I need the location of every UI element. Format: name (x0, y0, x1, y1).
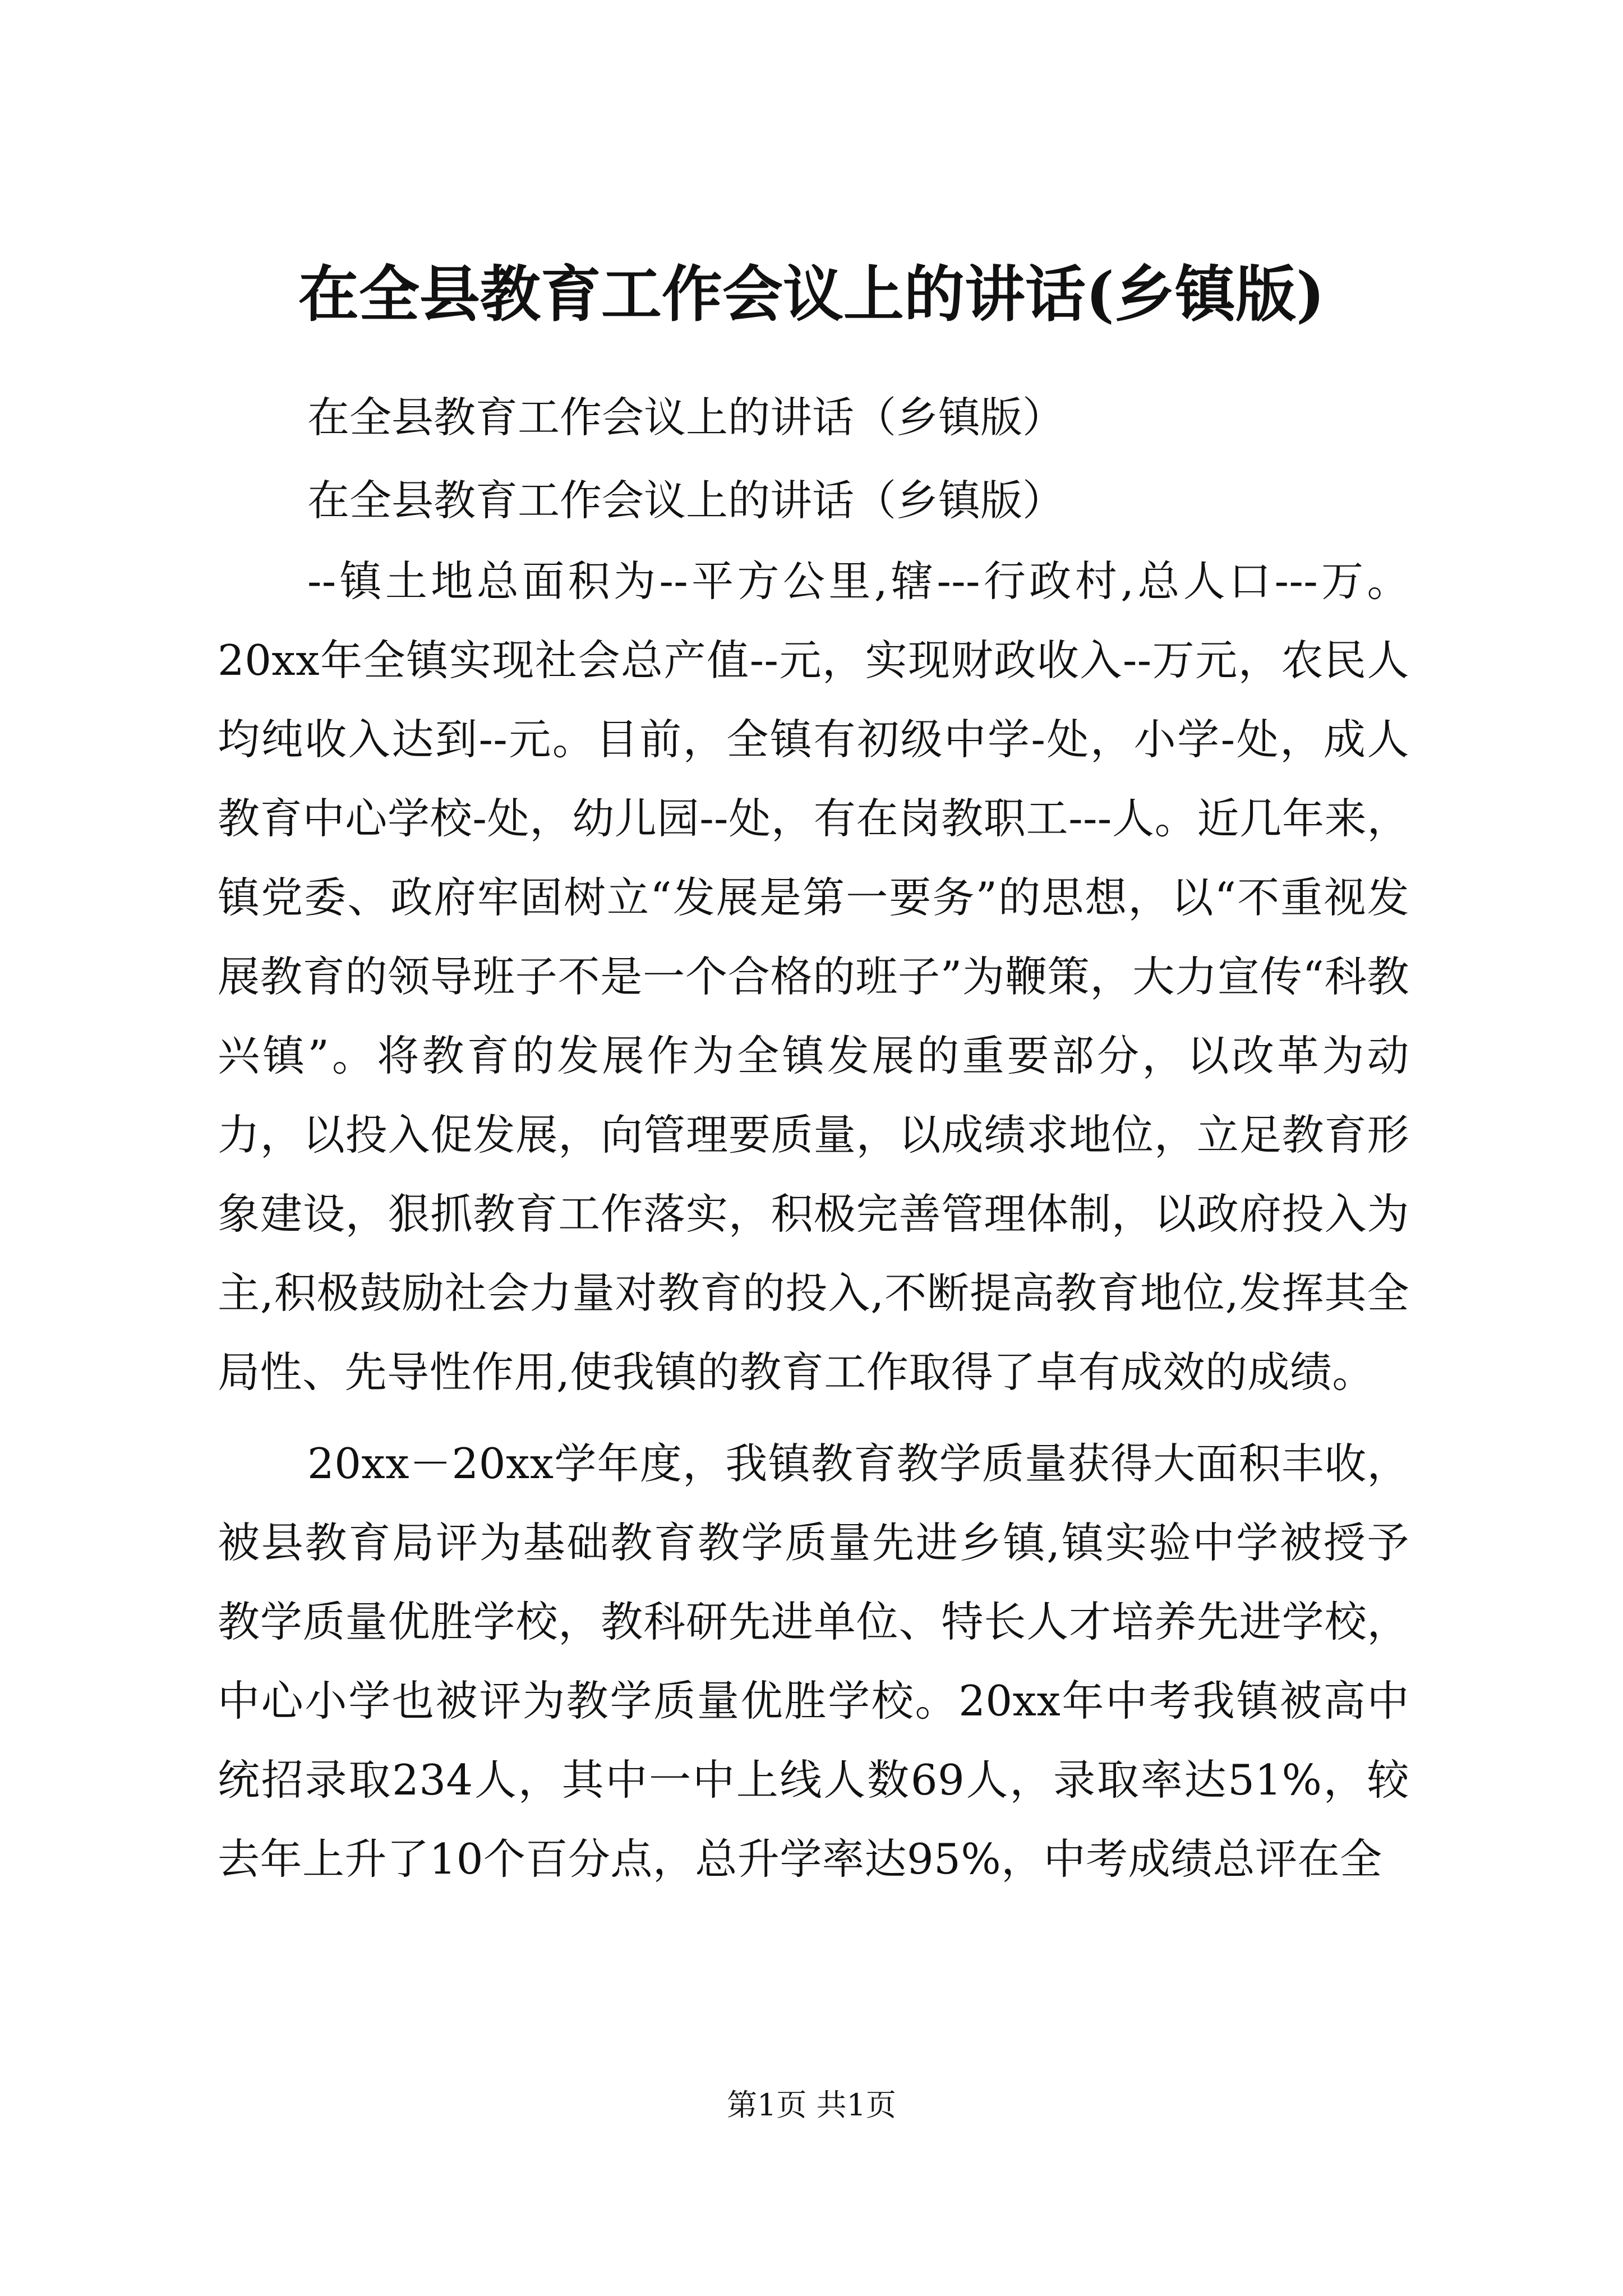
body-paragraph: --镇土地总面积为--平方公里,辖---行政村,总人口---万。20xx年全镇实现社会总产值--元，实现财政收入--万元，农民人均纯收入达到--元。目前，全镇有初级中学-处，小学-处，成人教育中心学校-处，幼儿园--处，有在岗教职工---人。近几年来，镇党委、政府牢固树立“发展是第一要务”的思想，以“不重视发展教育的领导班子不是一个合格的班子”为鞭策，大力宣传“科教兴镇”。将教育的发展作为全镇发展的重要部分，以改革为动力，以投入促发展，向管理要质量，以成绩求地位，立足教育形象建设，狠抓教育工作落实，积极完善管理体制，以政府投入为主,积极鼓励社会力量对教育的投入,不断提高教育地位,发挥其全局性、先导性作用,使我镇的教育工作取得了卓有成效的成绩。 (218, 556, 1409, 1397)
subtitle-line: 在全县教育工作会议上的讲话（乡镇版） (307, 476, 1065, 525)
subtitle-line: 在全县教育工作会议上的讲话（乡镇版） (307, 393, 1065, 442)
page-footer: 第1页 共1页 (727, 2087, 896, 2123)
body-paragraph: 20xx－20xx学年度，我镇教育教学质量获得大面积丰收，被县教育局评为基础教育教学质量先进乡镇,镇实验中学被授予教学质量优胜学校，教科研先进单位、特长人才培养先进学校，中心小学也被评为教学质量优胜学校。20xx年中考我镇被高中统招录取234人，其中一中上线人数69人，录取率达51%，较去年上升了10个百分点，总升学率达95%，中考成绩总评在全 (218, 1439, 1409, 1884)
document-title: 在全县教育工作会议上的讲话(乡镇版) (298, 259, 1325, 330)
document-body (218, 376, 1409, 1899)
